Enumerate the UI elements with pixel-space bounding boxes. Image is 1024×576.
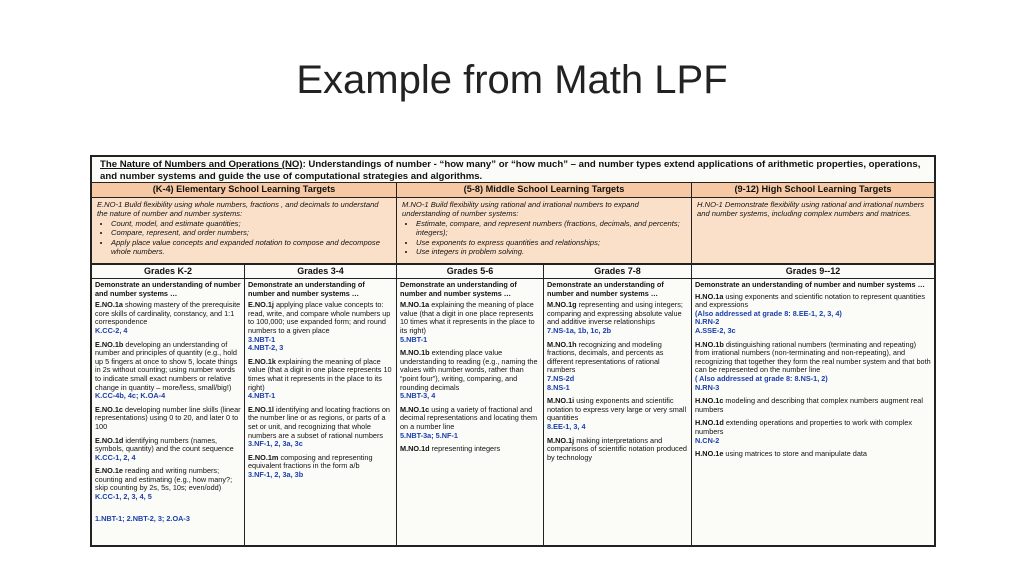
standard-code: 8.EE-1, 3, 4 bbox=[547, 421, 586, 431]
item-code: H.NO.1c bbox=[695, 396, 724, 406]
standard-item bbox=[248, 358, 393, 401]
standard-code: 8.NS-1 bbox=[547, 382, 570, 392]
item-text: reading and writing numbers; counting and estimating (e.g., how many?; skip counting by 2s, 5s, 10s; even/odd) bbox=[95, 466, 233, 493]
item-code: E.NO.1m bbox=[248, 452, 279, 462]
target-bullet: • Apply place value concepts and expanded notation to compose and decompose whole numbers. bbox=[111, 238, 391, 257]
standard-code: 3.NBT-1 bbox=[248, 334, 276, 344]
item-code: H.NO.1b bbox=[695, 339, 724, 349]
standard-item bbox=[695, 450, 931, 459]
standard-item bbox=[400, 349, 540, 401]
cell-intro: Demonstrate an understanding of number and number systems … bbox=[400, 280, 517, 298]
cell-k2 bbox=[92, 279, 245, 547]
cell-7-8 bbox=[544, 279, 692, 547]
cell-9-12 bbox=[692, 279, 934, 547]
item-code: M.NO.1b bbox=[400, 348, 430, 358]
target-bullet: • Use integers in problem solving. bbox=[416, 247, 686, 256]
cell-intro: Demonstrate an understanding of number and number systems … bbox=[695, 280, 925, 289]
cell-intro: Demonstrate an understanding of number and number systems … bbox=[547, 280, 664, 298]
band-high: (9-12) High School Learning Targets bbox=[692, 183, 934, 197]
standard-item bbox=[95, 467, 241, 501]
standard-item bbox=[547, 437, 688, 463]
standard-item bbox=[248, 454, 393, 480]
item-text: distinguishing rational numbers (terminating and repeating) from irrational numbers (non-terminating and non-repeating), and recognizing that together they form the real number system and that both can be represented on the number line bbox=[695, 339, 931, 375]
standard-item bbox=[400, 406, 540, 440]
item-text: modeling and describing that complex numbers augment real numbers bbox=[695, 396, 923, 414]
standard-item bbox=[400, 301, 540, 344]
standard-code: 7.NS-1a, 1b, 1c, 2b bbox=[547, 325, 612, 335]
grade-5-6: Grades 5-6 bbox=[397, 265, 544, 278]
item-code: M.NO.1a bbox=[400, 300, 430, 310]
standard-code: N.RN-2 bbox=[695, 317, 720, 327]
target-high bbox=[692, 198, 934, 263]
grade-row bbox=[92, 265, 934, 279]
standard-code: K.CC-1, 2, 4 bbox=[95, 452, 136, 462]
standard-code: A.SSE-2, 3c bbox=[695, 325, 736, 335]
standard-code: 4.NBT-1 bbox=[248, 391, 276, 401]
item-code: M.NO.1g bbox=[547, 300, 577, 310]
standard-item bbox=[695, 341, 931, 393]
item-code: E.NO.1e bbox=[95, 466, 123, 476]
standard-item bbox=[547, 301, 688, 335]
lpf-document-image bbox=[90, 155, 936, 547]
item-code: M.NO.1h bbox=[547, 339, 577, 349]
item-text: extending operations and properties to work with complex numbers bbox=[695, 418, 912, 436]
standard-code: ( Also addressed at grade 8: 8.NS-1, 2) bbox=[695, 373, 828, 383]
slide-title: Example from Math LPF bbox=[296, 58, 728, 102]
item-code: H.NO.1a bbox=[695, 291, 724, 301]
standard-code: (Also addressed at grade 8: 8.EE-1, 2, 3, 4) bbox=[695, 308, 842, 318]
standard-item bbox=[695, 397, 931, 414]
standard-item bbox=[400, 445, 540, 454]
standard-item bbox=[547, 397, 688, 431]
item-code: E.NO.1k bbox=[248, 356, 276, 366]
target-elementary bbox=[92, 198, 397, 263]
item-code: E.NO.1d bbox=[95, 435, 124, 445]
item-text: composing and representing equivalent fractions in the form a/b bbox=[248, 452, 373, 471]
standard-item bbox=[95, 507, 241, 524]
document-header bbox=[92, 157, 934, 183]
item-code: H.NO.1e bbox=[695, 449, 724, 459]
grade-k2: Grades K-2 bbox=[92, 265, 245, 278]
target-bullet: • Estimate, compare, and represent numbers (fractions, decimals, and percents; integers); bbox=[416, 219, 686, 238]
band-elementary: (K-4) Elementary School Learning Targets bbox=[92, 183, 397, 197]
band-middle: (5-8) Middle School Learning Targets bbox=[397, 183, 692, 197]
standard-code: 4.NBT-2, 3 bbox=[248, 343, 284, 353]
item-code: M.NO.1j bbox=[547, 435, 575, 445]
item-text: using matrices to store and manipulate data bbox=[723, 449, 867, 459]
standard-item bbox=[695, 419, 931, 445]
item-text: applying place value concepts to: read, write, and compare whole numbers up to 100,000; use expanded form; and round numbers to a given place bbox=[248, 300, 391, 335]
item-text: using exponents and scientific notation to represent quantities and expressions bbox=[695, 291, 925, 310]
target-bullet: • Compare, represent, and order numbers; bbox=[111, 228, 391, 237]
item-text: identifying numbers (names, symbols, quantity) and the count sequence bbox=[95, 435, 234, 454]
cell-5-6 bbox=[397, 279, 544, 547]
band-row bbox=[92, 183, 934, 198]
item-text: identifying and locating fractions on the number line or as regions, or parts of a set or unit, and recognizing that whole numbers are a subset of rational numbers bbox=[248, 404, 390, 440]
target-lead: M.NO-1 Build flexibility using rational and irrational numbers to expand understanding of number systems: bbox=[402, 200, 639, 219]
domain-title: The Nature of Numbers and Operations (NO) bbox=[100, 159, 303, 170]
item-text: making interpretations and comparisons of scientific notation produced by technology bbox=[547, 435, 687, 462]
standard-code: K.CC-2, 4 bbox=[95, 325, 128, 335]
item-code: M.NO.1c bbox=[400, 404, 430, 414]
item-text: representing and using integers; comparing and expressing absolute value and additive inverse relationships bbox=[547, 300, 683, 327]
item-code: E.NO.1b bbox=[95, 339, 124, 349]
standard-item bbox=[95, 301, 241, 335]
item-text: explaining the meaning of place value (that a digit in one place represents 10 times what it represents in the place to its right) bbox=[400, 300, 535, 335]
standard-item bbox=[95, 406, 241, 432]
standard-item bbox=[95, 437, 241, 463]
standard-item bbox=[547, 341, 688, 393]
item-code: M.NO.1d bbox=[400, 444, 430, 454]
item-code: E.NO.1j bbox=[248, 300, 274, 310]
cell-intro: Demonstrate an understanding of number and number systems … bbox=[95, 280, 241, 298]
standard-code: K.CC-1, 2, 3, 4, 5 bbox=[95, 492, 152, 502]
standard-code: N.CN-2 bbox=[695, 435, 720, 445]
item-text: explaining the meaning of place value (that a digit in one place represents 10 times what it represents in the place to its right) bbox=[248, 356, 392, 392]
item-text: using a variety of fractional and decimal representations and locating them on a number line bbox=[400, 404, 538, 431]
standard-code: 3.NF-1, 2, 3a, 3c bbox=[248, 439, 303, 449]
item-text: developing number line skills (linear representations) using 0 to 20, and later 0 to 100 bbox=[95, 404, 241, 431]
item-code: E.NO.1c bbox=[95, 404, 123, 414]
grade-9-12: Grades 9--12 bbox=[785, 266, 841, 276]
cell-3-4 bbox=[245, 279, 397, 547]
standard-code: 7.NS-2d bbox=[547, 373, 575, 383]
target-row bbox=[92, 198, 934, 265]
target-middle bbox=[397, 198, 692, 263]
standard-code: N.RN-3 bbox=[695, 382, 720, 392]
standard-item bbox=[248, 301, 393, 353]
standard-code: 3.NF-1, 2, 3a, 3b bbox=[248, 469, 304, 479]
target-lead: E.NO-1 Build flexibility using whole numbers, fractions , and decimals to understand the nature of number and number systems: bbox=[97, 200, 379, 219]
target-bullet: • Count, model, and estimate quantities; bbox=[111, 219, 391, 228]
target-bullet: • Use exponents to express quantities and relationships; bbox=[416, 238, 686, 247]
target-lead: H.NO-1 Demonstrate flexibility using rational and irrational numbers and number systems, including complex numbers and matrices. bbox=[697, 200, 925, 219]
standard-code: K.CC-4b, 4c; K.OA-4 bbox=[95, 391, 166, 401]
item-text: recognizing and modeling fractions, decimals, and percents as different representations of rational numbers bbox=[547, 339, 664, 375]
item-code: E.NO.1l bbox=[248, 404, 274, 414]
item-code: E.NO.1a bbox=[95, 300, 123, 310]
standard-code: 5.NBT-1 bbox=[400, 334, 428, 344]
domain-description: : Understandings of number - “how many” or “how much” – and number types extend applications of arithmetic properties, operations, and number systems and guide the use of computational strategies and algorithms. bbox=[100, 159, 921, 182]
item-text: developing an understanding of number and principles of quantity (e.g., hold up 5 fingers at once to show 5, locate things in 2s without counting; using number words to indicate small exact numbers or relative change in quantity – more/less, small/big!) bbox=[95, 339, 238, 392]
item-code: M.NO.1i bbox=[547, 396, 575, 406]
standard-code: 5.NBT-3, 4 bbox=[400, 391, 436, 401]
standard-item bbox=[95, 341, 241, 401]
standard-code: 1.NBT-1; 2.NBT-2, 3; 2.OA-3 bbox=[95, 514, 190, 524]
cell-intro: Demonstrate an understanding of number and number systems … bbox=[248, 280, 365, 298]
standard-item bbox=[695, 293, 931, 336]
item-text: using exponents and scientific notation to express very large or very small quantities bbox=[547, 396, 687, 423]
item-text: representing integers bbox=[429, 444, 501, 454]
standard-item bbox=[248, 406, 393, 449]
item-text: extending place value understanding to reading (e.g., naming the values with number words, rather than “point four”), writing, comparing, and rounding decimals bbox=[400, 348, 538, 392]
grade-3-4: Grades 3-4 bbox=[245, 265, 397, 278]
item-code: H.NO.1d bbox=[695, 418, 724, 428]
content-row bbox=[92, 279, 934, 547]
grade-7-8: Grades 7-8 bbox=[544, 265, 692, 278]
standard-code: 5.NBT-3a; 5.NF-1 bbox=[400, 430, 458, 440]
item-text: showing mastery of the prerequisite core skills of cardinality, constancy, and 1:1 correspondence bbox=[95, 300, 241, 327]
